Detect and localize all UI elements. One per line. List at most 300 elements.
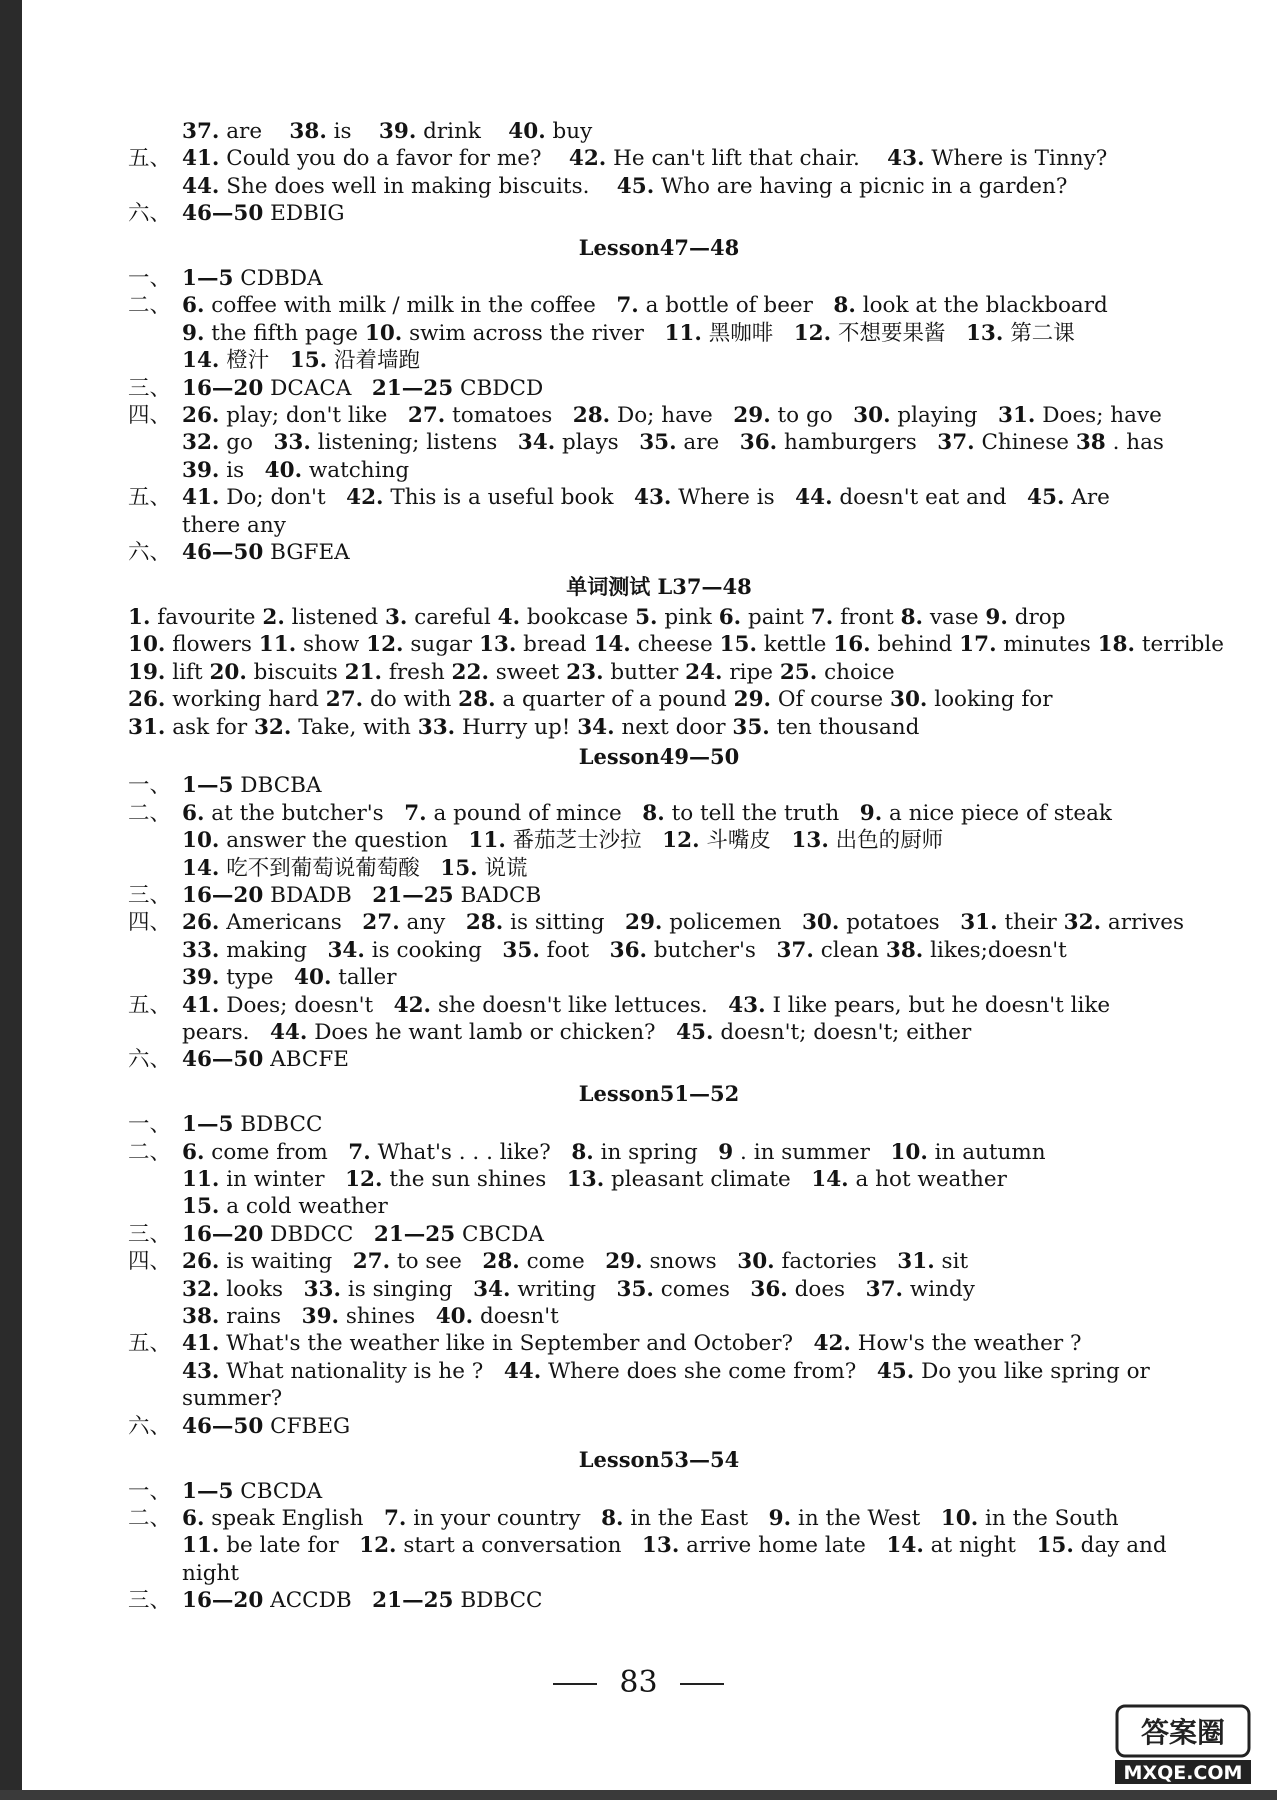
answer-text: DBDCC [263,1221,374,1247]
answer-text: arrives [1101,910,1185,936]
question-number: 42. [393,992,432,1018]
answer-text: listening; listens [310,430,518,456]
question-number: 26. [182,910,220,936]
question-number: 45. [676,1020,714,1045]
question-number: 37. [776,937,814,963]
answer-line [128,320,1190,347]
answer-text: . has [1105,430,1164,456]
question-number: 22. [451,659,489,685]
section-heading: Lesson49—50 [578,743,740,769]
answer-text: be late for [219,1533,360,1559]
question-number: 17. [959,632,997,658]
answer-line [128,631,1224,658]
watermark-logo [1113,1702,1253,1786]
answer-line [128,686,1190,713]
answer-text: their [997,910,1064,936]
page-number-left-dash [553,1683,597,1685]
answer-text: 番茄芝士沙拉 [505,828,663,854]
answer-text: sweet [488,659,567,685]
question-number: 27. [362,910,400,936]
answer-text: biscuits [246,659,345,685]
question-number: 9. [985,604,1008,630]
answer-line [128,347,1190,374]
question-number: 44. [795,485,833,511]
answer-text: Who are having a picnic in a garden? [654,173,1068,199]
answer-text: CBDCD [453,375,544,401]
answer-text: at the butcher's [204,800,405,826]
answer-text: 不想要果酱 [831,320,966,346]
answer-text: rains [219,1304,302,1330]
answer-text: BDBCC [233,1112,323,1138]
question-number: 27. [325,687,364,713]
answer-text: to tell the truth [664,800,860,826]
answer-text: a bottle of beer [638,293,834,319]
answer-line [128,1560,1190,1587]
answer-text: shines [339,1304,436,1330]
question-number: 43. [728,992,766,1018]
question-number: 7. [810,604,834,630]
answer-text: front [833,604,901,630]
question-number: 24. [685,659,723,685]
answer-line [128,1532,1190,1559]
question-number: 42. [346,485,384,511]
answer-line [128,145,1190,172]
question-number: 16—20 [182,375,264,401]
question-number: 35. [616,1276,654,1302]
answer-text: ABCFE [263,1047,349,1073]
answer-text: drop [1007,604,1066,630]
answer-text: drink [416,119,509,144]
question-number: 45. [616,173,655,199]
question-number: 46—50 [182,540,264,566]
section-number: 四、 [128,403,172,429]
answer-text: 吃不到葡萄说葡萄酸 [219,855,441,881]
question-number: 36. [609,937,648,963]
question-number: 33. [273,430,311,456]
scan-left-border [0,0,22,1800]
answer-text: sit [934,1249,969,1275]
answer-line [128,1358,1190,1385]
answer-text: arrive home late [679,1533,887,1559]
question-number: 26. [182,403,220,429]
answer-text: DCACA [263,375,372,401]
answer-text: This is a useful book [383,485,634,511]
answer-line [128,457,1190,484]
answer-text: do with [363,687,459,713]
answer-line [128,1193,1190,1220]
section-number: 五、 [128,992,172,1018]
section-number: 六、 [128,1047,172,1073]
question-number: 34. [327,937,365,963]
question-number: 6. [182,1139,205,1165]
answer-text: sugar [403,632,479,658]
answer-text: paint [741,604,811,630]
question-number: 13. [478,632,517,658]
section-number: 二、 [128,1139,172,1165]
question-number: 36. [750,1276,788,1302]
question-number: 32. [182,430,220,456]
question-number: 1—5 [182,266,234,292]
question-number: 35. [502,937,540,963]
question-number: 13. [791,828,829,854]
answer-text: DBCBA [233,773,322,799]
answer-text: in the South [978,1505,1119,1531]
question-number: 16—20 [182,1221,264,1247]
answer-text: choice [817,659,895,685]
answer-text: Take, with [291,714,418,740]
answer-text: 沿着墙跑 [327,348,420,374]
answer-text: taller [331,965,397,991]
answer-text: ripe [722,659,780,685]
answer-line [128,292,1190,319]
question-number: 31. [128,714,166,740]
answer-text: in your country [406,1505,602,1531]
answer-text: What's . . . like? [370,1139,572,1165]
answer-text: coffee with milk / milk in the coffee [204,293,617,319]
answer-text: start a conversation [396,1533,642,1559]
answer-text: look at the blackboard [855,293,1108,319]
answer-text: to see [390,1249,483,1275]
question-number: 29. [733,403,771,429]
answer-text: How's the weather ? [850,1331,1082,1357]
question-number: 6. [182,800,205,826]
answer-line [128,604,1190,631]
question-number: 45. [876,1358,915,1384]
question-number: 10. [940,1505,979,1531]
question-number: 11. [258,632,297,658]
question-number: 31. [960,910,998,936]
question-number: 35. [639,430,677,456]
answer-line [128,855,1190,882]
question-number: 44. [182,173,220,199]
section-heading: 单词测试 L37—48 [566,573,752,599]
answer-text: windy [903,1276,975,1302]
answer-text: favourite [150,604,263,630]
answer-line [128,800,1190,827]
question-number: 15. [1036,1533,1074,1559]
question-number: 29. [733,687,772,713]
answer-line [128,992,1190,1019]
answer-text: Does; doesn't [219,992,394,1018]
question-number: 6. [182,293,205,319]
answer-text: Chinese [974,430,1076,456]
answer-text: at night [923,1533,1037,1559]
section-number: 一、 [128,1478,172,1504]
answer-line [128,402,1190,429]
question-number: 21—25 [373,1221,456,1247]
answer-text: writing [510,1276,617,1302]
question-number: 13. [965,320,1004,346]
question-number: 15. [719,632,757,658]
question-number: 25. [779,659,818,685]
answer-line [128,1019,1190,1046]
question-number: 40. [508,119,546,144]
question-number: 14. [182,348,220,374]
answer-text: BGFEA [263,540,350,566]
answer-text: plays [555,430,640,456]
answer-text: minutes [996,632,1098,658]
answer-text: in autumn [927,1139,1046,1165]
answer-text: night [182,1560,239,1586]
answer-text: a quarter of a pound [495,687,734,713]
question-number: 41. [182,1331,220,1357]
question-number: 18. [1097,632,1135,658]
question-number: 28. [465,910,504,936]
answer-text: bread [516,632,594,658]
answer-text: 橙汁 [219,348,290,374]
question-number: 20. [209,659,247,685]
question-number: 7. [383,1505,407,1531]
scan-bottom-border [0,1790,1277,1800]
answer-line [128,827,1190,854]
answer-line [128,265,1190,292]
question-number: 12. [345,1167,383,1193]
question-number: 5. [635,604,658,630]
answer-line [128,1139,1190,1166]
question-number: 11. [182,1533,220,1559]
question-number: 8. [571,1139,594,1165]
answer-text: doesn't; doesn't; either [713,1020,972,1045]
question-number: 40. [294,965,332,991]
answer-text: Where is [671,485,796,511]
answer-text: behind [870,632,960,658]
question-number: 8. [833,293,856,319]
answer-text: BDADB [263,882,373,908]
question-number: 21—25 [372,1588,454,1614]
question-number: 13. [641,1533,680,1559]
question-number: 33. [417,714,456,740]
question-number: 45. [1027,485,1065,511]
answer-line [128,1166,1190,1193]
question-number: 41. [182,485,220,511]
answer-text: terrible [1135,632,1224,658]
answer-text: Are [1064,485,1110,511]
answer-text: playing [890,403,999,429]
question-number: 32. [1063,910,1102,936]
answer-text: Could you do a favor for me? [219,146,569,172]
watermark-domain: MXQE.COM [1123,1762,1243,1784]
question-number: 46—50 [182,1047,264,1073]
question-number: 26. [128,687,166,713]
question-number: 11. [182,1167,220,1193]
question-number: 12. [359,1533,397,1559]
answer-line [128,1587,1190,1614]
question-number: 27. [407,403,446,429]
answer-line [128,1413,1190,1440]
answer-text: vase [923,604,986,630]
question-number: 7. [404,800,427,826]
section-number: 二、 [128,1505,172,1531]
answer-text: she doesn't like lettuces. [431,992,729,1018]
question-number: 12. [662,828,700,854]
answer-text: . in summer [733,1139,891,1165]
answer-text: are [219,119,290,144]
question-number: 34. [577,714,615,740]
section-number: 三、 [128,1221,172,1247]
question-number: 41. [182,146,220,172]
question-number: 30. [890,687,928,713]
question-number: 38 [1075,430,1106,456]
section-number: 五、 [128,485,172,511]
section-number: 五、 [128,146,172,172]
question-number: 8. [900,604,924,630]
answer-text: lift [165,659,210,685]
answer-text: Do; have [610,403,734,429]
answer-line [128,714,1190,741]
question-number: 30. [737,1249,775,1275]
answer-text: What nationality is he ? [219,1358,504,1384]
answer-text: looking for [927,687,1053,713]
answer-line [128,937,1190,964]
question-number: 1—5 [182,773,234,799]
answer-text: in the East [623,1505,769,1531]
page-number-value: 83 [619,1665,658,1700]
answer-text: CBCDA [233,1478,323,1504]
section-number: 三、 [128,1588,172,1614]
answer-line [128,1046,1190,1073]
question-number: 16—20 [182,882,264,908]
question-number: 43. [887,146,925,172]
answer-text: bookcase [520,604,636,630]
question-number: 14. [886,1533,924,1559]
answer-text: potatoes [839,910,961,936]
answer-text: 第二课 [1003,320,1075,346]
question-number: 28. [572,403,611,429]
section-heading: Lesson53—54 [578,1447,740,1473]
question-number: 42. [568,146,607,172]
question-number: 28. [482,1249,520,1275]
answer-text: is [326,119,379,144]
answer-text: 出色的厨师 [828,828,944,854]
answer-text: pears. [182,1020,270,1045]
answer-text: BADCB [453,882,542,908]
question-number: 11. [468,828,506,854]
section-number: 六、 [128,540,172,566]
question-number: 33. [182,937,220,963]
section-number: 一、 [128,266,172,292]
answer-text: Hurry up! [455,714,578,740]
section-heading: Lesson47—48 [578,234,740,260]
question-number: 1. [128,604,151,630]
answer-text: type [219,965,295,991]
answer-text: a hot weather [848,1167,1007,1193]
answer-text: 黑咖啡 [701,320,794,346]
question-number: 8. [601,1505,624,1531]
question-number: 6. [718,604,742,630]
question-number: 38. [289,119,327,144]
answer-text: next door [614,714,733,740]
answer-text: Does he want lamb or chicken? [307,1020,677,1045]
question-number: 33. [303,1276,341,1302]
section-number: 五、 [128,1331,172,1357]
answer-text: buy [545,119,593,144]
answer-line [128,1111,1190,1138]
section-number: 二、 [128,800,172,826]
answer-text: come from [204,1139,349,1165]
answer-text: kettle [756,632,834,658]
question-number: 12. [793,320,832,346]
section-number: 一、 [128,1112,172,1138]
answer-line [128,1330,1190,1357]
question-number: 34. [473,1276,511,1302]
answer-line [128,539,1190,566]
answer-text: ask for [165,714,254,740]
question-number: 21—25 [372,882,454,908]
answer-line [128,484,1190,511]
watermark-logo-text: 答案圈 [1140,1716,1226,1749]
answer-text: the fifth page [204,320,365,346]
section-number: 六、 [128,1413,172,1439]
question-number: 44. [269,1020,308,1045]
answer-text: cheese [630,632,720,658]
question-number: 29. [605,1249,643,1275]
question-number: 12. [366,632,404,658]
answer-text: comes [653,1276,751,1302]
answer-text: in the West [791,1505,941,1531]
answer-text: making [219,937,328,963]
question-number: 30. [801,910,840,936]
answer-text: factories [774,1249,898,1275]
answer-text: Of course [771,687,890,713]
question-number: 10. [182,828,220,854]
answer-text: does [787,1276,866,1302]
question-number: 9. [768,1505,792,1531]
answer-line [128,909,1190,936]
question-number: 37. [865,1276,904,1302]
answer-text: summer? [182,1386,283,1412]
answer-text: swim across the river [402,320,665,346]
answer-text: play; don't like [219,403,408,429]
section-number: 二、 [128,293,172,319]
answer-text: Do; don't [219,485,347,511]
section-number: 三、 [128,375,172,401]
answer-text: careful [407,604,498,630]
answer-text: butter [603,659,686,685]
answer-text: 说谎 [477,855,528,881]
question-number: 1—5 [182,1112,234,1138]
question-number: 40. [264,457,303,483]
answer-line [128,375,1190,402]
question-number: 44. [503,1358,542,1384]
answer-text: CFBEG [263,1413,351,1439]
answer-text: foot [539,937,610,963]
question-number: 14. [593,632,631,658]
question-number: 1—5 [182,1478,234,1504]
question-number: 13. [566,1167,605,1193]
answer-text: a pound of mince [426,800,643,826]
answer-text: is sitting [503,910,626,936]
answer-text: What's the weather like in September and October? [219,1331,814,1357]
section-number: 三、 [128,882,172,908]
answer-text: clean [813,937,886,963]
question-number: 3. [384,604,408,630]
answer-text: are [676,430,740,456]
question-number: 43. [182,1358,220,1384]
answer-text: tomatoes [445,403,573,429]
question-number: 16—20 [182,1588,264,1614]
question-number: 10. [364,320,403,346]
answer-text: policemen [662,910,802,936]
answer-text: She does well in making biscuits. [219,173,617,199]
answer-text: in spring [593,1139,719,1165]
question-number: 2. [262,604,285,630]
answer-text: day and [1073,1533,1167,1559]
answer-line [128,659,1190,686]
answer-text: answer the question [219,828,469,854]
answer-text: doesn't eat and [832,485,1028,511]
answer-line [128,964,1190,991]
section-number: 一、 [128,773,172,799]
